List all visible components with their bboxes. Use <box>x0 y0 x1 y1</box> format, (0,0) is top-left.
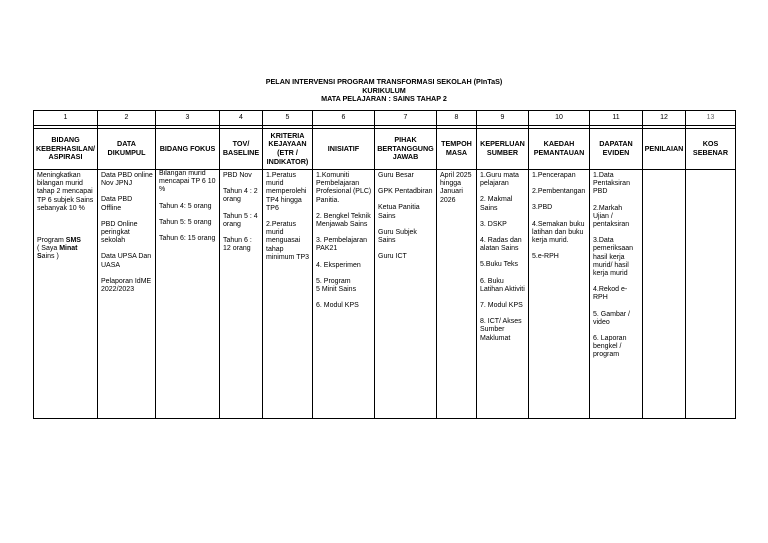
cell-item: 7. Modul KPS <box>480 302 523 310</box>
cell-item: 4. Radas dan alatan Sains <box>480 237 522 253</box>
cell-item: 3. DSKP <box>480 220 507 228</box>
header-tov-baseline: TOV/ BASELINE <box>220 129 263 170</box>
cell-item: 6. Buku Latihan Aktiviti <box>480 277 525 293</box>
cell-item: 5. Gambar / video <box>593 310 630 326</box>
cell-keperluan-sumber <box>477 170 529 419</box>
col-number: 2 <box>98 111 156 126</box>
cell-item: Tahun 5: 5 orang <box>159 218 212 226</box>
cell-item: Data PBD online Nov JPNJ <box>101 172 153 188</box>
col-number: 6 <box>313 111 375 126</box>
cell-dapatan-eviden <box>590 170 643 419</box>
cell-inisiatif <box>313 170 375 419</box>
column-number-row <box>34 111 736 126</box>
cell-aspirasi <box>34 170 98 419</box>
cell-item: 1.Komuniti Pembelajaran Profesional (PLC) Panitia. <box>316 172 372 204</box>
cell-item: Data UPSA Dan UASA <box>101 253 152 269</box>
col-number: 3 <box>156 111 220 126</box>
header-pihak-bertanggungjawab: PIHAK BERTANGGUNG JAWAB <box>375 129 437 170</box>
cell-item: Tahun 4 : 2 orang <box>223 188 258 204</box>
header-keperluan-sumber: KEPERLUAN SUMBER <box>477 129 529 170</box>
cell-item: Tahun 6: 15 orang <box>159 235 216 243</box>
cell-item: 6. Modul KPS <box>316 302 359 310</box>
col-number: 8 <box>437 111 477 126</box>
header-dapatan-eviden: DAPATAN EVIDEN <box>590 129 643 170</box>
cell-tempoh-masa <box>437 170 477 419</box>
col-number: 4 <box>220 111 263 126</box>
cell-item: 2.Markah Ujian / pentaksiran <box>593 204 630 229</box>
aspirasi-text: Meningkatkan bilangan murid tahap 2 mencapai TP 6 subjek Sains sebanyak 10 % <box>37 172 94 212</box>
col-number: 13 <box>686 111 736 126</box>
cell-item: 2. Bengkel Teknik Menjawab Sains <box>316 212 371 229</box>
cell-item: Guru ICT <box>378 253 407 261</box>
header-kriteria-kejayaan: KRITERIA KEJAYAAN (ETR / INDIKATOR) <box>263 129 313 170</box>
subject-line: MATA PELAJARAN : SAINS TAHAP 2 <box>321 94 447 104</box>
cell-item: 3. Pembelajaran PAK21 <box>316 237 367 253</box>
cell-item: Pelaporan IdME 2022/2023 <box>101 277 152 294</box>
header-penilaian: PENILAIAN <box>643 129 686 170</box>
cell-data-dikumpul <box>98 170 156 419</box>
cell-item: 4. Eksperimen <box>316 261 361 269</box>
cell-item: GPK Pentadbiran <box>378 188 433 196</box>
cell-item: 3.Data pemeriksaan hasil kerja murid/ hasil kerja murid <box>593 237 634 278</box>
cell-item: Tahun 4: 5 orang <box>159 202 212 210</box>
cell-item: 2. Makmal Sains <box>480 196 513 212</box>
header-bidang-fokus: BIDANG FOKUS <box>156 129 220 170</box>
cell-item: Data PBD Offline <box>101 196 133 212</box>
cell-penilaian <box>643 170 686 419</box>
cell-item: PBD Online peringkat sekolah <box>101 220 138 245</box>
document-title: PELAN INTERVENSI PROGRAM TRANSFORMASI SEKOLAH (PInTaS) <box>265 77 503 86</box>
cell-item: 3.PBD <box>532 204 553 212</box>
cell-item: Bilangan murid mencapai TP 6 10 % <box>159 170 216 194</box>
cell-item: 8. ICT/ Akses Sumber Maklumat <box>480 318 522 342</box>
cell-item: 4.Rekod e-RPH <box>593 286 628 302</box>
cell-kriteria-kejayaan <box>263 170 313 419</box>
header-kos-sebenar: KOS SEBENAR <box>686 129 736 170</box>
cell-item: April 2025 hingga Januari 2026 <box>440 172 472 204</box>
col-number: 12 <box>643 111 686 126</box>
col-number: 7 <box>375 111 437 126</box>
col-number: 11 <box>590 111 643 126</box>
document-title-block <box>0 78 768 104</box>
cell-item: 1.Peratus murid memperolehi TP4 hingga TP6 <box>266 172 307 212</box>
cell-item: 6. Laporan bengkel / program <box>593 335 627 359</box>
header-kaedah-pemantauan: KAEDAH PEMANTAUAN <box>529 129 590 170</box>
cell-item: Tahun 5 : 4 orang <box>223 212 258 228</box>
cell-bidang-fokus <box>156 170 220 419</box>
header-row <box>34 129 736 170</box>
intervention-plan-table <box>33 110 736 419</box>
col-number: 10 <box>529 111 590 126</box>
cell-item: Ketua Panitia Sains <box>378 204 420 220</box>
header-tempoh-masa: TEMPOH MASA <box>437 129 477 170</box>
cell-pihak-bertanggungjawab <box>375 170 437 419</box>
cell-item: 1.Data Pentaksiran PBD <box>593 172 630 196</box>
cell-kos-sebenar <box>686 170 736 419</box>
cell-kaedah-pemantauan <box>529 170 590 419</box>
cell-item: 5.e-RPH <box>532 253 559 261</box>
col-number: 5 <box>263 111 313 126</box>
cell-item: PBD Nov <box>223 172 252 179</box>
cell-item: 4.Semakan buku latihan dan buku kerja murid. <box>532 220 585 245</box>
plan-row <box>34 170 736 419</box>
cell-item: 5. Program 5 Minit Sains <box>316 277 357 294</box>
cell-item: Tahun 6 : 12 orang <box>223 237 252 253</box>
program-sms-text: Program SMS ( Saya Minat Sains ) <box>37 237 81 261</box>
cell-item: Guru Subjek Sains <box>378 228 417 245</box>
document-subtitle: KURIKULUM <box>362 85 406 95</box>
cell-item: 2.Pembentangan <box>532 188 586 196</box>
col-number: 9 <box>477 111 529 126</box>
cell-item: 2.Peratus murid menguasai tahap minimum TP3 <box>266 221 310 261</box>
col-number: 1 <box>34 111 98 126</box>
cell-item: 1.Guru mata pelajaran <box>480 172 519 188</box>
cell-item: 1.Pencerapan <box>532 172 576 179</box>
header-data-dikumpul: DATA DIKUMPUL <box>98 129 156 170</box>
header-inisiatif: INISIATIF <box>313 129 375 170</box>
cell-item: Guru Besar <box>378 172 414 179</box>
cell-tov-baseline <box>220 170 263 419</box>
cell-item: 5.Buku Teks <box>480 261 519 269</box>
header-bidang-keberhasilan: BIDANG KEBERHASILAN/ ASPIRASI <box>34 129 98 170</box>
